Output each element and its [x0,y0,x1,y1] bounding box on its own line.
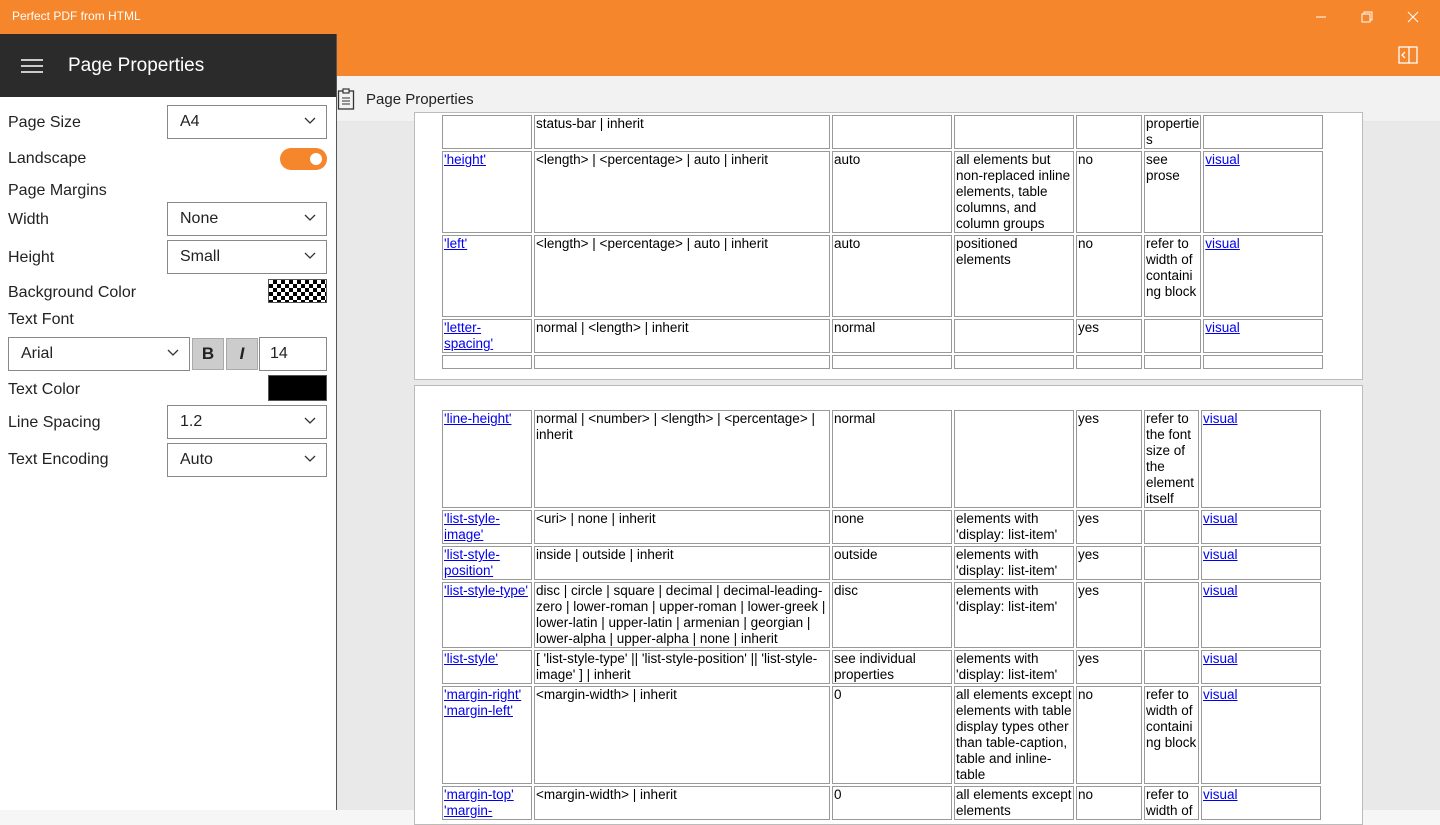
close-icon [1407,11,1419,23]
cell-text: elements with 'display: list-item' [956,547,1058,578]
css-properties-table-2 [440,408,1323,822]
cell-text: disc | circle | square | decimal | decimal-leading-zero | lower-roman | upper-roman | lower-greek | lower-latin | upper-latin | armenian | georgian | lower-alpha | upper-alpha | none | inherit [536,583,826,646]
cell-inherited [1076,410,1142,508]
document-preview[interactable] [337,116,1440,818]
cell-initial [832,686,952,784]
restore-icon [1361,11,1373,23]
media-link[interactable]: visual [1203,687,1238,702]
cell-inherited [1076,151,1142,233]
cell-values [534,582,830,648]
cell-media [1203,355,1323,369]
cell-media [1201,582,1321,648]
property-link[interactable]: 'list-style-image' [444,511,500,542]
cell-text: yes [1078,320,1100,335]
cell-percentages [1144,786,1199,820]
property-link[interactable]: 'height' [444,152,486,167]
media-link[interactable]: visual [1203,511,1238,526]
cell-text: <margin-width> | inherit [536,687,677,702]
cell-applies [954,235,1074,317]
cell-text: yes [1078,547,1100,562]
cell-applies [954,786,1074,820]
cell-values [534,650,830,684]
height-label: Height [8,249,55,266]
media-link[interactable]: visual [1205,152,1240,167]
text-font-value: Arial [21,345,54,362]
cell-initial [832,582,952,648]
cell-text: propertie s [1146,116,1200,147]
cell-text: 0 [834,787,842,802]
cell-name [442,235,532,317]
cell-inherited [1076,546,1142,580]
chevron-down-icon [304,417,316,425]
cell-text: auto [834,152,861,167]
cell-name [442,582,532,648]
cell-text: no [1078,687,1094,702]
css-properties-table-1 [440,113,1325,371]
italic-button[interactable]: I [226,338,258,370]
cell-text: none [834,511,865,526]
cell-text: normal [834,320,876,335]
cell-text: elements with 'display: list-item' [956,583,1058,614]
chevron-down-icon [304,117,316,125]
table-row [442,650,1321,684]
cell-percentages [1144,686,1199,784]
hamburger-menu-icon[interactable] [21,58,43,74]
line-spacing-value: 1.2 [180,413,203,430]
cell-values [534,151,830,233]
page-margins-label: Page Margins [8,182,107,199]
page-size-label: Page Size [8,114,81,131]
cell-percentages [1144,410,1199,508]
app-title: Perfect PDF from HTML [12,9,141,23]
clipboard-icon [337,88,355,110]
page-size-value: A4 [180,113,200,130]
cell-text: yes [1078,511,1100,526]
text-encoding-value: Auto [180,451,213,468]
width-dropdown[interactable] [167,202,327,236]
media-link[interactable]: visual [1205,320,1240,335]
cell-percentages [1144,546,1199,580]
media-link[interactable]: visual [1203,651,1238,666]
cell-name [442,355,532,369]
cell-percentages [1144,115,1201,149]
cell-name [442,115,532,149]
cell-text: <length> | <percentage> | auto | inherit [536,152,768,167]
table-row [442,582,1321,648]
cell-text: see prose [1146,152,1180,183]
landscape-toggle[interactable] [280,148,327,170]
chevron-down-icon [304,455,316,463]
table-row [442,546,1321,580]
cell-inherited [1076,115,1142,149]
cell-values [534,115,830,149]
text-font-dropdown[interactable] [8,337,190,371]
cell-percentages [1144,510,1199,544]
table-row [442,319,1323,353]
table-row [442,410,1321,508]
text-font-label: Text Font [8,311,74,328]
cell-values [534,355,830,369]
page-properties-panel [0,34,337,810]
chevron-down-icon [304,214,316,222]
table-row [442,510,1321,544]
background-color-swatch[interactable] [268,279,327,303]
cell-inherited [1076,650,1142,684]
cell-name [442,510,532,544]
cell-applies [954,319,1074,353]
cell-applies [954,355,1074,369]
preview-page-1 [414,112,1363,380]
cell-values [534,786,830,820]
cell-applies [954,410,1074,508]
cell-text: no [1078,152,1094,167]
cell-percentages [1144,151,1201,233]
cell-text: disc [834,583,859,598]
landscape-label: Landscape [8,150,87,167]
panel-header [0,34,336,97]
cell-text: all elements except elements with table display types other than table-caption, table and inline-table [956,687,1072,782]
cell-applies [954,582,1074,648]
media-link[interactable]: visual [1203,411,1238,426]
cell-initial [832,410,952,508]
cell-values [534,546,830,580]
cell-media [1201,410,1321,508]
cell-initial [832,115,952,149]
cell-applies [954,546,1074,580]
cell-text: all elements except elements [956,787,1072,818]
cell-name [442,786,532,820]
cell-values [534,510,830,544]
width-label: Width [8,211,49,228]
cell-initial [832,319,952,353]
cell-media [1203,151,1323,233]
property-link[interactable]: 'list-style-type' [444,583,528,598]
page-size-dropdown[interactable] [167,105,327,139]
cell-inherited [1076,686,1142,784]
cell-media [1201,650,1321,684]
cell-values [534,410,830,508]
cell-text: normal [834,411,876,426]
background-color-label: Background Color [8,284,137,301]
table-row [442,355,1323,369]
property-link[interactable]: 'list-style' [444,651,498,666]
restore-button[interactable] [1344,0,1390,34]
chevron-down-icon [167,349,179,357]
cell-text: status-bar | inherit [536,116,644,131]
cell-inherited [1076,786,1142,820]
media-link[interactable]: visual [1205,236,1240,251]
cell-text: yes [1078,411,1100,426]
cell-media [1201,786,1321,820]
cell-name [442,410,532,508]
close-button[interactable] [1390,0,1436,34]
preview-page-2 [414,385,1363,825]
cell-text: no [1078,787,1094,802]
table-row [442,151,1323,233]
panel-title: Page Properties [68,55,205,76]
minimize-icon [1315,11,1327,23]
media-link[interactable]: visual [1203,583,1238,598]
cell-applies [954,115,1074,149]
cell-text: normal | <number> | <length> | <percentage> | inherit [536,411,815,442]
line-spacing-label: Line Spacing [8,414,101,431]
cell-initial [832,355,952,369]
cell-applies [954,151,1074,233]
cell-text: refer to the font size of the element itself [1146,411,1195,506]
cell-media [1201,686,1321,784]
cell-name [442,686,532,784]
cell-text: no [1078,236,1094,251]
toolbar-title: Page Properties [366,91,474,108]
minimize-button[interactable] [1298,0,1344,34]
table-row [442,786,1321,820]
text-color-label: Text Color [8,381,81,398]
cell-text: yes [1078,583,1100,598]
cell-text: <length> | <percentage> | auto | inherit [536,236,768,251]
pane-toggle-icon[interactable] [1398,46,1418,64]
cell-text: refer to width of containi ng block [1146,687,1197,750]
cell-inherited [1076,235,1142,317]
cell-applies [954,650,1074,684]
property-link[interactable]: 'letter-spacing' [444,320,494,351]
property-link[interactable]: 'line-height' [444,411,512,426]
property-link[interactable]: 'left' [444,236,468,251]
cell-text: 0 [834,687,842,702]
cell-initial [832,546,952,580]
cell-media [1203,319,1323,353]
cell-name [442,319,532,353]
cell-name [442,151,532,233]
cell-media [1201,546,1321,580]
bold-button[interactable]: B [192,338,224,370]
text-encoding-label: Text Encoding [8,451,109,468]
cell-text: yes [1078,651,1100,666]
cell-percentages [1144,582,1199,648]
cell-initial [832,235,952,317]
chevron-down-icon [304,252,316,260]
title-bar [0,0,1440,34]
cell-text: <uri> | none | inherit [536,511,656,526]
cell-text: refer to width of [1146,787,1193,818]
cell-name [442,650,532,684]
text-encoding-dropdown[interactable] [167,443,327,477]
property-link[interactable]: 'margin-top' 'margin- [444,787,514,818]
cell-text: elements with 'display: list-item' [956,511,1058,542]
table-row [442,686,1321,784]
cell-inherited [1076,582,1142,648]
cell-text: refer to width of containi ng block [1146,236,1197,299]
cell-applies [954,686,1074,784]
cell-name [442,546,532,580]
cell-percentages [1144,319,1201,353]
cell-values [534,235,830,317]
text-color-swatch[interactable] [268,375,327,401]
cell-text: [ 'list-style-type' || 'list-style-position' || 'list-style-image' ] | inherit [536,651,818,682]
cell-text: auto [834,236,861,251]
cell-text: normal | <length> | inherit [536,320,689,335]
app-header-strip [337,34,1440,76]
cell-media [1203,115,1323,149]
cell-initial [832,151,952,233]
table-row [442,115,1323,149]
cell-text: positioned elements [956,236,1018,267]
cell-initial [832,786,952,820]
height-dropdown[interactable] [167,240,327,274]
line-spacing-dropdown[interactable] [167,405,327,439]
cell-media [1201,510,1321,544]
font-size-input[interactable]: 14 [259,337,327,371]
cell-text: see individual properties [834,651,916,682]
height-value: Small [180,248,221,265]
media-link[interactable]: visual [1203,547,1238,562]
cell-text: all elements but non-replaced inline elements, table columns, and column groups [956,152,1071,231]
cell-text: elements with 'display: list-item' [956,651,1058,682]
cell-percentages [1144,355,1201,369]
cell-media [1203,235,1323,317]
cell-values [534,319,830,353]
cell-inherited [1076,355,1142,369]
cell-inherited [1076,319,1142,353]
width-value: None [180,210,219,227]
media-link[interactable]: visual [1203,787,1238,802]
cell-percentages [1144,650,1199,684]
cell-applies [954,510,1074,544]
cell-text: <margin-width> | inherit [536,787,677,802]
property-link[interactable]: 'list-style-position' [444,547,500,578]
cell-inherited [1076,510,1142,544]
cell-percentages [1144,235,1201,317]
cell-initial [832,650,952,684]
property-link[interactable]: 'margin-right' 'margin-left' [444,687,522,718]
cell-text: inside | outside | inherit [536,547,674,562]
cell-values [534,686,830,784]
cell-initial [832,510,952,544]
cell-text: outside [834,547,878,562]
table-row [442,235,1323,317]
